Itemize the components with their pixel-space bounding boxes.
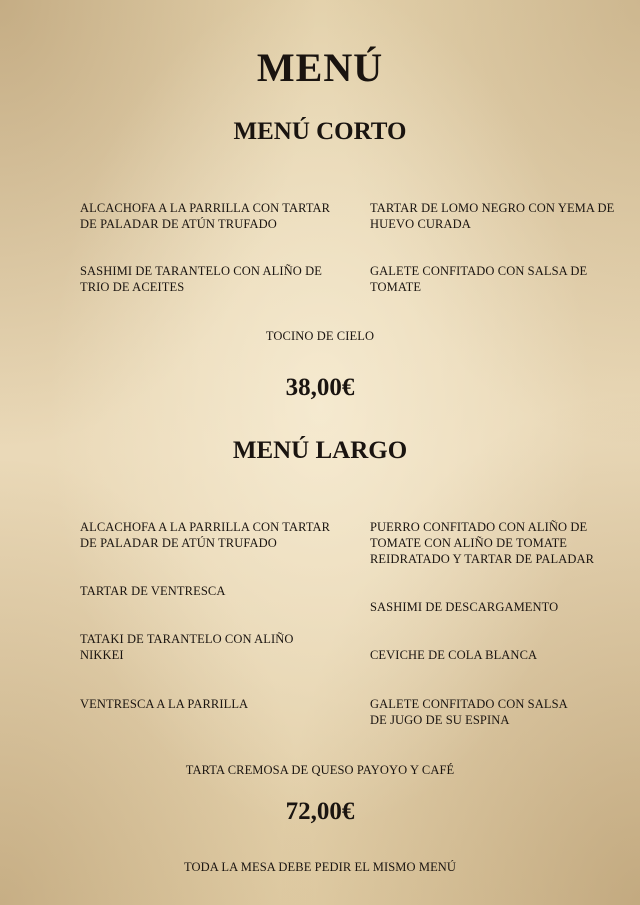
long-menu-item: CEVICHE DE COLA BLANCA [370, 648, 538, 662]
long-menu-item: PUERRO CONFITADO CON ALIÑO DE TOMATE CON ALIÑO DE TOMATE REIDRATADO Y TARTAR DE PALADAR [370, 520, 595, 566]
footer-note: TODA LA MESA DEBE PEDIR EL MISMO MENÚ [183, 860, 457, 874]
long-menu-item: SASHIMI DE DESCARGAMENTO [370, 600, 559, 614]
short-menu-item: SASHIMI DE TARANTELO CON ALIÑO DE TRIO DE ACEITES [80, 264, 322, 294]
long-menu-item: TATAKI DE TARANTELO CON ALIÑO NIKKEI [80, 632, 294, 662]
long-menu-item: ALCACHOFA A LA PARRILLA CON TARTAR DE PALADAR DE ATÚN TRUFADO [80, 520, 331, 550]
long-menu-item: GALETE CONFITADO CON SALSA DE JUGO DE SU ESPINA [370, 697, 568, 727]
long-menu-dessert: TARTA CREMOSA DE QUESO PAYOYO Y CAFÉ [185, 763, 455, 777]
short-menu-item: ALCACHOFA A LA PARRILLA CON TARTAR DE PALADAR DE ATÚN TRUFADO [80, 201, 331, 231]
short-menu-price: 38,00€ [285, 374, 355, 401]
long-menu-price: 72,00€ [285, 798, 355, 825]
long-menu-item: TARTAR DE VENTRESCA [80, 584, 226, 598]
long-menu-heading: MENÚ LARGO [232, 437, 408, 464]
short-menu-item: TARTAR DE LOMO NEGRO CON YEMA DE HUEVO CURADA [370, 201, 615, 231]
short-menu-dessert: TOCINO DE CIELO [265, 329, 375, 343]
long-menu-item: VENTRESCA A LA PARRILLA [80, 697, 249, 711]
short-menu-heading: MENÚ CORTO [233, 118, 407, 145]
short-menu-item: GALETE CONFITADO CON SALSA DE TOMATE [370, 264, 588, 294]
menu-title: MENÚ [256, 45, 384, 90]
